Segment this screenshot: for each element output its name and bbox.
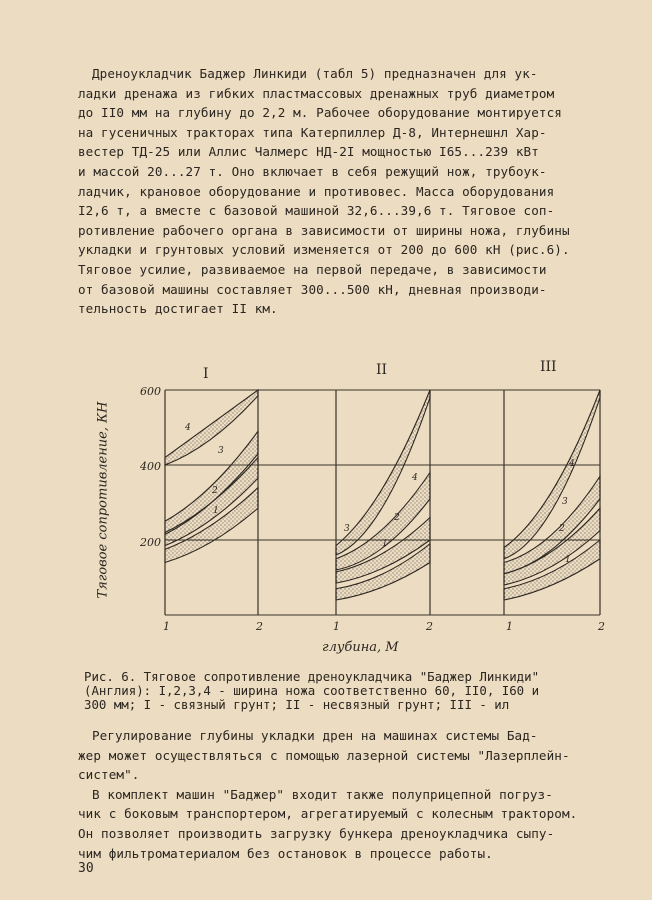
caption-line: (Англия): I,2,3,4 - ширина ножа соответственно 60, II0, I60 и xyxy=(84,683,540,698)
curve-label-4: 4 xyxy=(569,459,575,469)
text-line: от базовой машины составляет 300...500 кН, дневная производи- xyxy=(78,281,547,297)
curve-label-4: 4 xyxy=(412,473,418,483)
x-tick-label: 1 xyxy=(163,620,170,633)
curve-label-3: 3 xyxy=(344,524,350,534)
panel-label-III: III xyxy=(540,359,557,375)
x-tick-label: 1 xyxy=(333,620,340,633)
y-tick-label: 400 xyxy=(140,460,161,473)
panel-label-II: II xyxy=(376,362,388,378)
text-line: тельность достигает II км. xyxy=(78,301,278,317)
paragraph-2 xyxy=(78,726,598,863)
text-line: Он позволяет производить загрузку бункера дреноукладчика сыпу- xyxy=(78,825,555,841)
text-line: I2,6 т, а вместе с базовой машиной 32,6...39,6 т. Тяговое соп- xyxy=(78,203,555,219)
text-line: Регулирование глубины укладки дрен на машинах системы Бад- xyxy=(92,728,538,743)
text-line: систем". xyxy=(78,767,140,783)
curve-label-3: 3 xyxy=(218,446,224,456)
x-tick-label: 2 xyxy=(426,620,433,633)
text-line: Тяговое усилие, развиваемое на первой передаче, в зависимости xyxy=(78,261,547,277)
text-line: на гусеничных тракторах типа Катерпиллер Д-8, Интернешнл Хар- xyxy=(78,124,547,140)
text-line: Дреноукладчик Баджер Линкиди (табл 5) предназначен для ук- xyxy=(92,66,538,81)
text-line: укладки и грунтовых условий изменяется от 200 до 600 кН (рис.6). xyxy=(78,242,570,258)
y-tick-label: 200 xyxy=(140,536,161,549)
curve-label-1: 1 xyxy=(565,555,571,565)
text-line: жер может осуществляться с помощью лазерной системы "Лазерплейн- xyxy=(78,747,570,763)
curve-label-2: 2 xyxy=(212,486,218,496)
x-tick-label: 1 xyxy=(506,620,513,633)
page-number: 30 xyxy=(78,861,94,876)
caption-line: 300 мм; I - связный грунт; II - несвязный грунт; III - ил xyxy=(84,697,510,712)
text-line: чим фильтроматериалом без остановок в процессе работы. xyxy=(78,845,493,861)
panel-label-I: I xyxy=(203,366,209,382)
text-line: и массой 20...27 т. Оно включает в себя режущий нож, трубоук- xyxy=(78,163,547,179)
x-tick-label: 2 xyxy=(598,620,605,633)
curve-label-2: 2 xyxy=(394,513,400,523)
text-line: вестер ТД-25 или Аллис Чалмерс НД-2I мощностью I65...239 кВт xyxy=(78,144,539,160)
text-line: В комплект машин "Баджер" входит также полуприцепной погруз- xyxy=(92,786,553,802)
curve-label-3: 3 xyxy=(562,497,568,507)
caption-line: Рис. 6. Тяговое сопротивление дреноукладчика "Баджер Линкиди" xyxy=(84,669,540,684)
curve-label-4: 4 xyxy=(185,423,191,433)
figure-caption xyxy=(84,670,624,712)
text-line: ротивление рабочего органа в зависимости от ширины ножа, глубины xyxy=(78,222,570,238)
text-line: ладки дренажа из гибких пластмассовых дренажных труб диаметром xyxy=(78,85,555,101)
x-axis-title: глубина, М xyxy=(322,640,399,655)
text-line: ладчик, крановое оборудование и противовес. Масса оборудования xyxy=(78,183,555,199)
curve-label-2: 2 xyxy=(559,524,565,534)
y-axis-title: Тяговое сопротивление, КН xyxy=(95,401,111,599)
text-line: до II0 мм на глубину до 2,2 м. Рабочее оборудование монтируется xyxy=(78,105,562,121)
x-tick-label: 2 xyxy=(256,620,263,633)
curve-label-1: 1 xyxy=(382,539,388,549)
curve-label-1: 1 xyxy=(213,506,219,516)
text-line: чик с боковым транспортером, агрегатируемый с колесным трактором. xyxy=(78,806,578,822)
y-tick-label: 600 xyxy=(140,385,161,398)
